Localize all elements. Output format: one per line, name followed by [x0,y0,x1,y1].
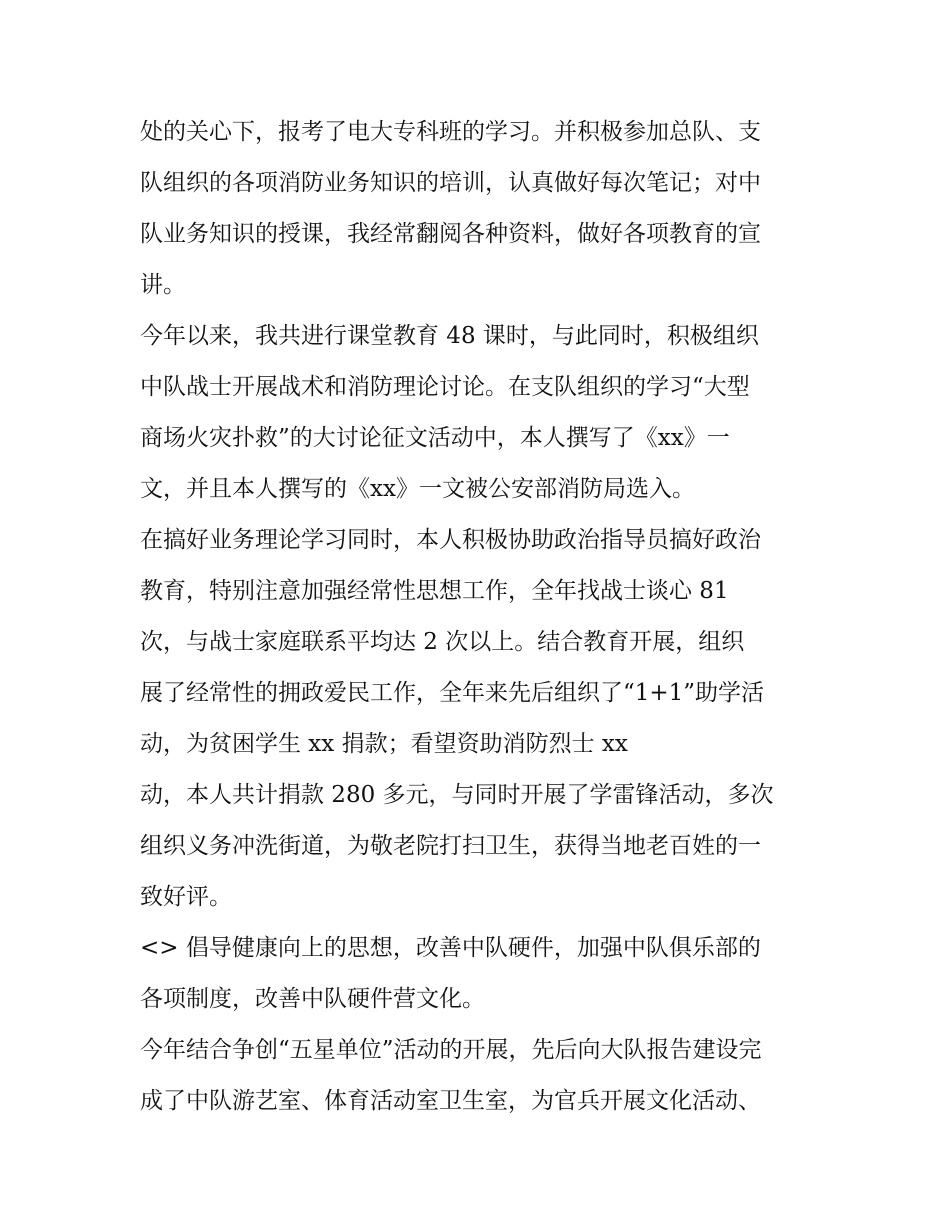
text-line: 队组织的各项消防业务知识的培训，认真做好每次笔记；对中 [140,170,761,196]
text-line: 次，与战士家庭联系平均达 2 次以上。结合教育开展，组织 [140,629,745,655]
text-line: 动，为贫困学生 xx 捐款；看望资助消防烈士 xx [140,731,628,757]
text-line: 今年结合争创“五星单位”活动的开展，先后向大队报告建设完 [140,1037,762,1063]
document-body [140,107,820,1127]
text-line: 展了经常性的拥政爱民工作，全年来先后组织了“1+1”助学活 [140,680,765,706]
text-line: 商场火灾扑救”的大讨论征文活动中，本人撰写了《xx》一 [140,425,730,451]
text-line: 各项制度，改善中队硬件营文化。 [140,986,485,1012]
text-line: 成了中队游艺室、体育活动室卫生室，为官兵开展文化活动、 [140,1088,761,1114]
text-line: 处的关心下，报考了电大专科班的学习。并积极参加总队、支 [140,119,761,145]
text-line: 组织义务冲洗街道，为敬老院打扫卫生，获得当地老百姓的一 [140,833,761,859]
text-line: 在搞好业务理论学习同时，本人积极协助政治指导员搞好政治 [140,527,761,553]
text-line: <> 倡导健康向上的思想，改善中队硬件，加强中队俱乐部的 [140,935,761,961]
text-line: 动，本人共计捐款 280 多元，与同时开展了学雷锋活动，多次 [140,782,774,808]
text-line: 致好评。 [140,884,232,910]
text-line: 讲。 [140,272,186,298]
text-line: 今年以来，我共进行课堂教育 48 课时，与此同时，积极组织 [140,323,759,349]
text-line: 队业务知识的授课，我经常翻阅各种资料，做好各项教育的宣 [140,221,761,247]
text-line: 中队战士开展战术和消防理论讨论。在支队组织的学习“大型 [140,374,750,400]
text-line: 文，并且本人撰写的《xx》一文被公安部消防局选入。 [140,476,695,502]
text-line: 教育，特别注意加强经常性思想工作，全年找战士谈心 81 [140,578,729,604]
